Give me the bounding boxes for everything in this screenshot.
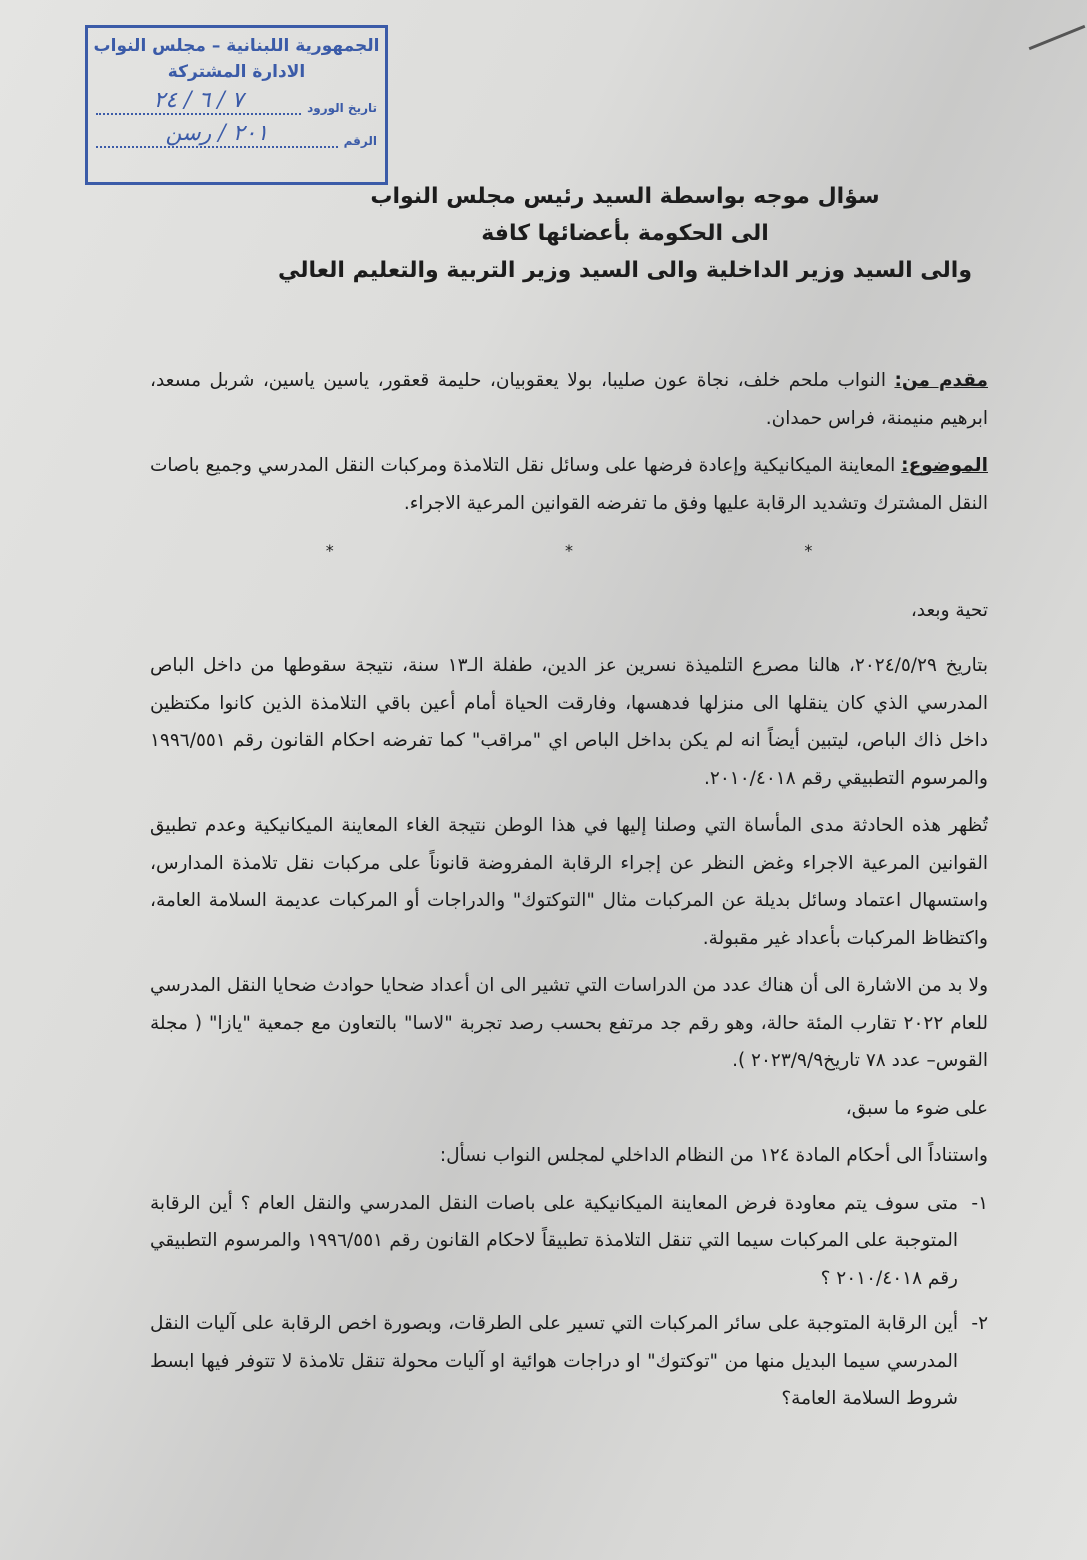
subject-label: الموضوع: — [901, 455, 988, 476]
subject-text: المعاينة الميكانيكية وإعادة فرضها على وسائل نقل التلامذة ومركبات النقل المدرسي وجميع باصات النقل المشترك وتشديد الرقابة عليها وفق ما تفرضه القوانين المرعية الاجراء. — [150, 455, 988, 514]
stamp-number-row — [88, 121, 385, 148]
paragraph: واستناداً الى أحكام المادة ١٢٤ من النظام الداخلي لمجلس النواب نسأل: — [439, 1145, 988, 1166]
separator — [150, 532, 988, 570]
paragraph: ولا بد من الاشارة الى أن هناك عدد من الدراسات التي تشير الى ان أعداد ضحايا حوادث ضحايا النقل المدرسي للعام ٢٠٢٢ تقارب المئة حالة، وهو رقم جد مرتفع بحسب رصد تجربة "لاسا" بالتعاون مع جمعية "يازا" ( مجلة القوس– عدد ٧٨ تاريخ٢٠٢٣/٩/٩ ). — [150, 975, 988, 1071]
question-number: ١- — [971, 1192, 988, 1214]
question-text: متى سوف يتم معاودة فرض المعاينة الميكانيكية على باصات النقل المدرسي والنقل العام ؟ أين الرقابة المتوجبة على المركبات سيما التي تنقل التلامذة تطبيقاً لاحكام القانون رقم ١٩٩٦/٥٥١ والمرسوم التطبيقي رقم ٢٠١٠/٤٠١٨ ؟ — [150, 1192, 958, 1289]
paragraph: على ضوء ما سبق، — [845, 1097, 988, 1119]
title-line3: والى السيد وزير الداخلية والى السيد وزير التربية والتعليم العالي — [277, 258, 973, 283]
stamp-date-label: تاريخ الورود — [307, 101, 377, 115]
submitted-by — [150, 362, 988, 437]
subject — [150, 447, 988, 522]
title-line1: سؤال موجه بواسطة السيد رئيس مجلس النواب — [370, 184, 880, 209]
document-title — [200, 178, 1050, 289]
paragraph: بتاريخ ٢٠٢٤/٥/٢٩، هالنا مصرع التلميذة نسرين عز الدين، طفلة الـ١٣ سنة، نتيجة سقوطها من داخل الباص المدرسي الذي كان ينقلها الى منزلها فدهسها، وفارقت الحياة أمام أعين باقي التلامذة الذين كانوا مكتظين داخل ذاك الباص، ليتبين أيضاً انه لم يكن بداخل الباص اي "مراقب" كما تفرضه احكام القانون رقم ١٩٩٦/٥٥١ والمرسوم التطبيقي رقم ٢٠١٠/٤٠١٨. — [150, 655, 988, 789]
submitted-by-text: النواب ملحم خلف، نجاة عون صليبا، بولا يعقوبيان، حليمة قعقور، ياسين ياسين، شربل مسعد، ابرهيم منيمنة، فراس حمدان. — [150, 370, 988, 429]
document-body — [150, 362, 988, 1426]
stamp-line2: الادارة المشتركة — [167, 62, 306, 82]
stamp-number-label: الرقم — [343, 134, 377, 148]
separator-star: * — [804, 541, 813, 560]
stamp-date-value: ٧ / ٦ / ٢٤ — [96, 88, 301, 115]
question-item — [150, 1305, 988, 1418]
separator-star: * — [325, 541, 334, 560]
stamp-number-value: ٢٠١ / رسن — [96, 121, 338, 148]
pen-tip — [1029, 25, 1086, 50]
paragraph: تُظهر هذه الحادثة مدى المأساة التي وصلنا إليها في هذا الوطن نتيجة الغاء المعاينة الميكانيكية وعدم تطبيق القوانين المرعية الاجراء وغض النظر عن إجراء الرقابة المفروضة قانوناً على مركبات نقل تلامذة المدارس، واستسهال اعتماد وسائل بديلة عن المركبات مثال "التوكتوك" والدراجات أو المركبات عديمة السلامة العامة، واكتظاظ المركبات بأعداد غير مقبولة. — [150, 815, 988, 949]
question-number: ٢- — [971, 1313, 988, 1334]
reception-stamp — [85, 25, 388, 185]
title-line2: الى الحكومة بأعضائها كافة — [481, 221, 769, 246]
separator-star: * — [565, 541, 574, 560]
stamp-line1: الجمهورية اللبنانية – مجلس النواب — [93, 36, 380, 56]
submitted-by-label: مقدم من: — [894, 370, 988, 391]
greeting: تحية وبعد، — [910, 599, 988, 621]
question-item — [150, 1185, 988, 1298]
stamp-date-row — [88, 88, 385, 115]
question-text: أين الرقابة المتوجبة على سائر المركبات التي تسير على الطرقات، وبصورة اخص الرقابة على آليات النقل المدرسي سيما البديل منها من "توكتوك" او دراجات هوائية او آليات محولة تنقل تلامذة لا تتوفر فيها ابسط شروط السلامة العامة؟ — [150, 1313, 958, 1409]
